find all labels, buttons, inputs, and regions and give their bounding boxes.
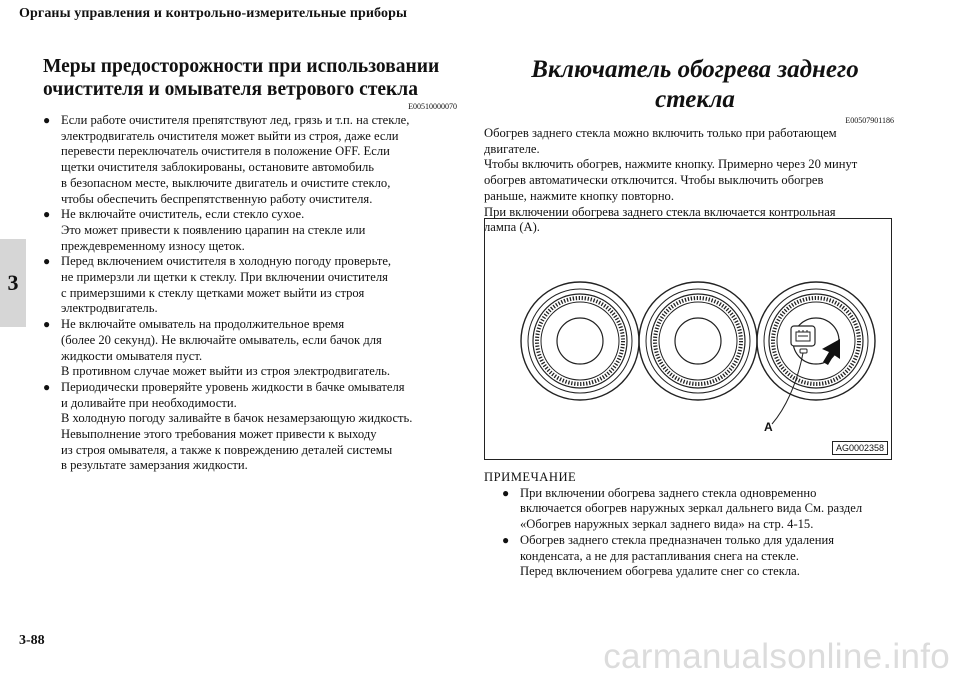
note-section bbox=[484, 470, 894, 580]
precautions-title: Меры предосторожности при использовании очистителя и омывателя ветрового стекла bbox=[43, 56, 440, 100]
list-item: ● Перед включением очистителя в холодную погоду проверьте, не примерзли ли щетки к стеклу. При включении очистителя с примерзшими к стеклу щетками может выйти из строя электродвигатель. bbox=[43, 254, 457, 317]
running-header: Органы управления и контрольно-измерительные приборы bbox=[19, 6, 407, 21]
list-item: ● Не включайте омыватель на продолжительное время (более 20 секунд). Не включайте омыватель, если бачок для жидкости омывателя пуст. В противном случае может выйти из строя электродвигатель. bbox=[43, 317, 457, 380]
list-item: ● Периодически проверяйте уровень жидкости в бачке омывателя и доливайте при необходимости. В холодную погоду заливайте в бачок незамерзающую жидкость. Невыполнение этого требования может привести к выходу из строя омывателя, а также к повреждению деталей системы в результате замерзания жидкости. bbox=[43, 380, 457, 474]
list-item: ● При включении обогрева заднего стекла одновременно включается обогрев наружных зеркал дальнего вида См. раздел «Обогрев наружных зеркал заднего вида» на стр. 4-15. bbox=[502, 486, 894, 533]
precautions-list bbox=[43, 113, 457, 474]
defroster-title: Включатель обогрева заднего стекла bbox=[531, 56, 859, 113]
watermark: carmanualsonline.info bbox=[603, 637, 950, 676]
page-number: 3-88 bbox=[19, 633, 45, 648]
defroster-code: E00507901186 bbox=[845, 116, 894, 125]
list-item: ● Не включайте очиститель, если стекло сухое. Это может привести к появлению царапин на стекле или преждевременному износу щеток. bbox=[43, 207, 457, 254]
indicator-leader-line bbox=[772, 353, 803, 424]
right-knob bbox=[757, 282, 875, 400]
middle-knob bbox=[639, 282, 757, 400]
defroster-description: Обогрев заднего стекла можно включить только при работающем двигателе. Чтобы включить обогрев, нажмите кнопку. Примерно через 20 минут обогрев автоматически отключится. Чтобы выключить обогрев раньше, нажмите кнопку повторно. При включении обогрева заднего стекла включается контрольная лампа (A). bbox=[484, 126, 858, 235]
indicator-label: A bbox=[764, 420, 773, 434]
precautions-code: E00510000070 bbox=[408, 102, 457, 111]
list-item: ● Если работе очистителя препятствуют лед, грязь и т.п. на стекле, электродвигатель очистителя может выйти из строя, даже если перевести переключатель очистителя в положение OFF. Если щетки очистителя заблокированы, остановите автомобиль в безопасном месте, выключите двигатель и очистите стекло, чтобы обеспечить беспрепятственную работу очистителя. bbox=[43, 113, 457, 207]
left-knob bbox=[521, 282, 639, 400]
control-knobs-illustration bbox=[485, 219, 891, 459]
figure-code: AG0002358 bbox=[832, 441, 888, 455]
chapter-tab bbox=[0, 239, 26, 327]
precautions-section bbox=[43, 55, 457, 474]
press-arrow-icon bbox=[822, 339, 840, 365]
defroster-section bbox=[484, 55, 894, 236]
chapter-number: 3 bbox=[7, 270, 19, 295]
note-list bbox=[502, 486, 894, 580]
note-heading: ПРИМЕЧАНИЕ bbox=[484, 470, 577, 484]
list-item: ● Обогрев заднего стекла предназначен только для удаления конденсата, а не для растапливания снега на стекле. Перед включением обогрева удалите снег со стекла. bbox=[502, 533, 894, 580]
control-panel-figure bbox=[484, 218, 892, 460]
